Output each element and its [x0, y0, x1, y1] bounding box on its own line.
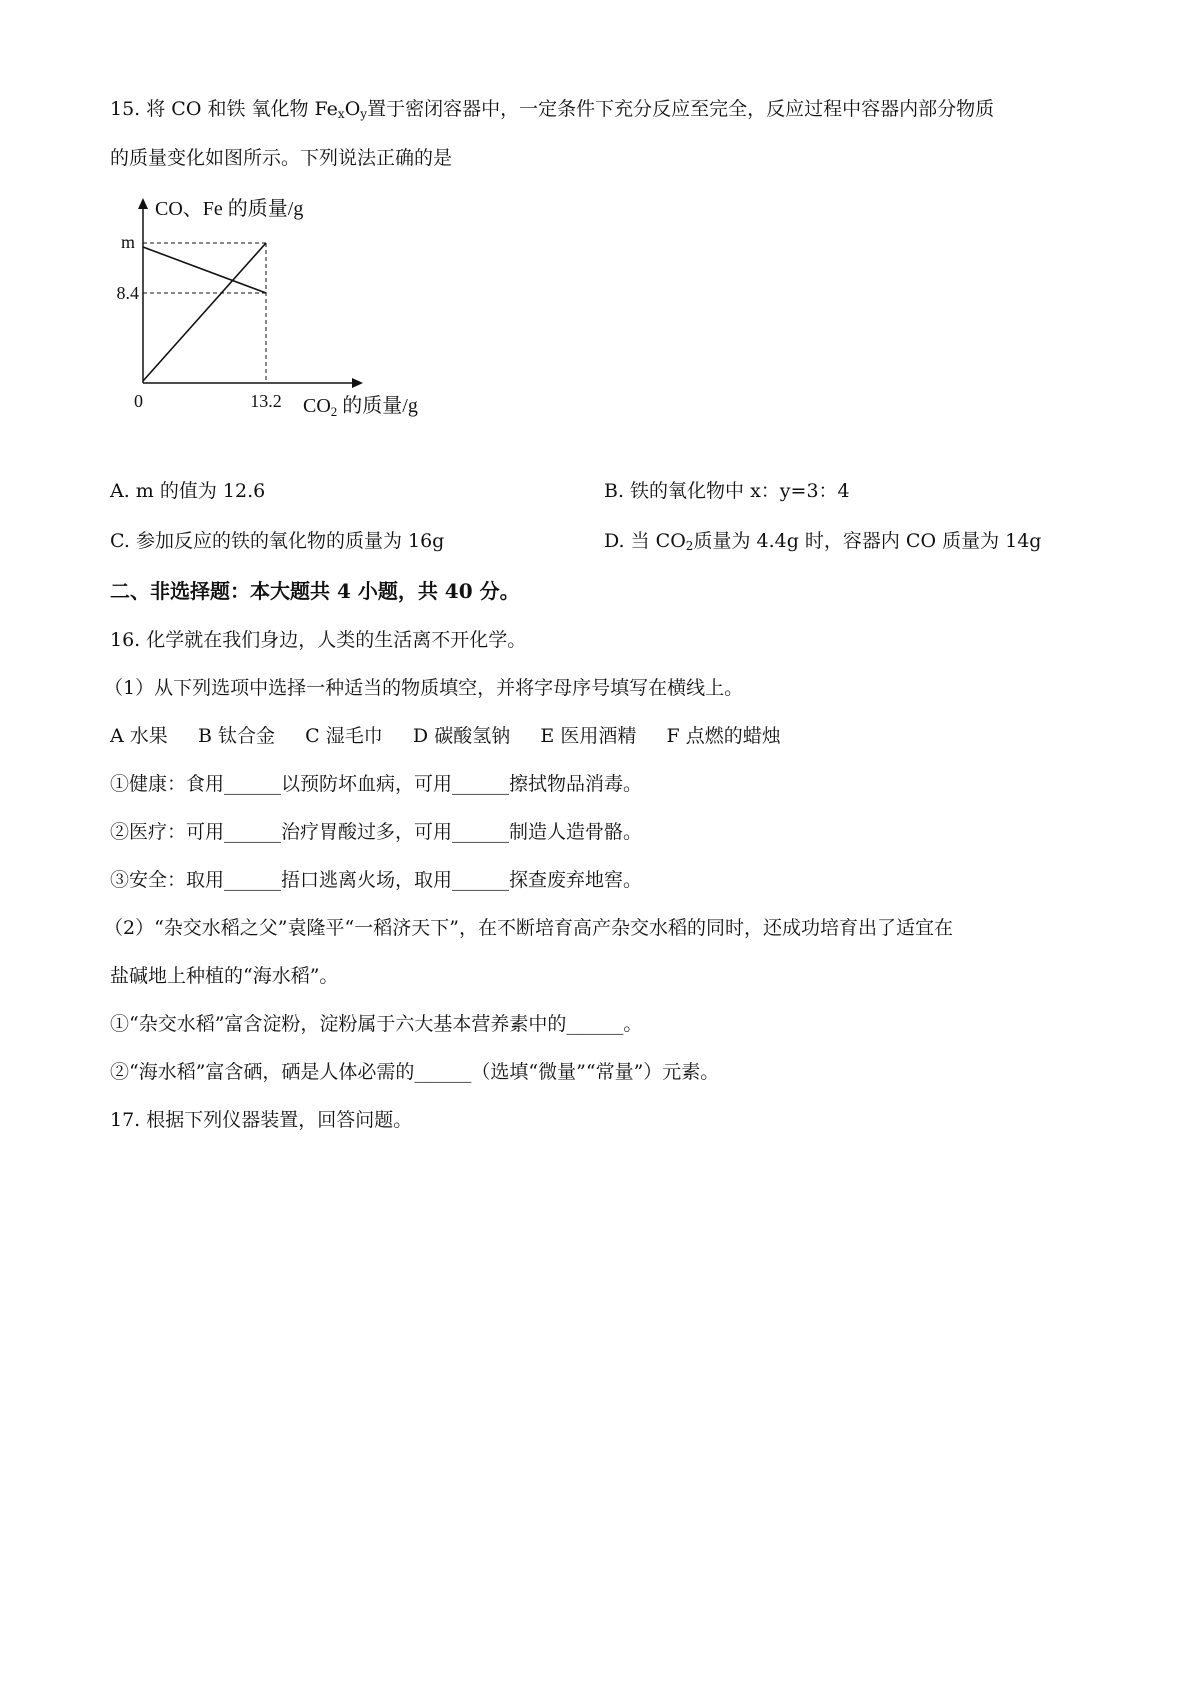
y-tick-8.4: 8.4 — [116, 283, 139, 303]
q16-item3: ③安全：取用______捂口逃离火场，取用______探查废弃地窖。 — [110, 869, 643, 891]
q16-part2-line2: 盐碱地上种植的“海水稻”。 — [110, 965, 339, 987]
fe-mass-line — [143, 243, 266, 381]
x-axis-label: $CO_2$ 的质量/g — [303, 395, 418, 419]
q15-sub-y: y — [360, 107, 368, 121]
q16-part2-line1: （2）“杂交水稻之父”袁隆平“一稻济天下”，在不断培育高产杂交水稻的同时，还成功培育出了适宜在 — [104, 917, 953, 939]
q15-stem-text-b: 置于密闭容器中，一定条件下充分反应至完全，反应过程中容器内部分物质 — [367, 98, 995, 120]
q15-option-a: A. m 的值为 12.6 — [110, 480, 266, 502]
q15-stem-text-a: 15. 将 CO 和铁 氧化物 Fe — [110, 98, 338, 120]
q16-item2: ②医疗：可用______治疗胃酸过多，可用______制造人造骨骼。 — [110, 821, 643, 843]
q16-item1: ①健康：食用______以预防坏血病，可用______擦拭物品消毒。 — [110, 773, 643, 795]
x-axis-arrow — [352, 378, 363, 388]
q15-stem-line1 — [110, 95, 994, 128]
q15-option-b: B. 铁的氧化物中 x：y=3：4 — [604, 480, 850, 502]
y-axis-label: CO、Fe 的质量/g — [155, 198, 304, 220]
q16-title: 16. 化学就在我们身边，人类的生活离不开化学。 — [110, 629, 527, 651]
q16-sub2: ②“海水稻”富含硒，硒是人体必需的______（选填“微量”“常量”）元素。 — [110, 1061, 720, 1083]
q15-o: O — [344, 98, 361, 120]
q16-choices: A 水果 B 钛合金 C 湿毛巾 D 碳酸氢钠 E 医用酒精 F 点燃的蜡烛 — [110, 725, 781, 747]
co-mass-line — [143, 247, 266, 293]
q16-sub1: ①“杂交水稻”富含淀粉，淀粉属于六大基本营养素中的______。 — [110, 1013, 643, 1035]
y-axis-arrow — [138, 198, 148, 209]
q15-stem-line2: 的质量变化如图所示。下列说法正确的是 — [110, 147, 453, 169]
q15-option-c: C. 参加反应的铁的氧化物的质量为 16g — [110, 530, 445, 552]
q17-title: 17. 根据下列仪器装置，回答问题。 — [110, 1109, 413, 1131]
section-heading: 二、非选择题：本大题共 4 小题，共 40 分。 — [110, 579, 520, 603]
q15-sub-x: x — [337, 107, 345, 121]
mass-change-chart — [116, 195, 440, 465]
q16-part1: （1）从下列选项中选择一种适当的物质填空，并将字母序号填写在横线上。 — [104, 677, 744, 699]
x-tick-13.2: 13.2 — [250, 391, 282, 411]
y-tick-m: m — [120, 232, 135, 252]
x-tick-0: 0 — [134, 391, 143, 411]
q15-option-d: D. 当 $CO_2$质量为 4.4g 时，容器内 CO 质量为 14g — [604, 530, 1042, 553]
